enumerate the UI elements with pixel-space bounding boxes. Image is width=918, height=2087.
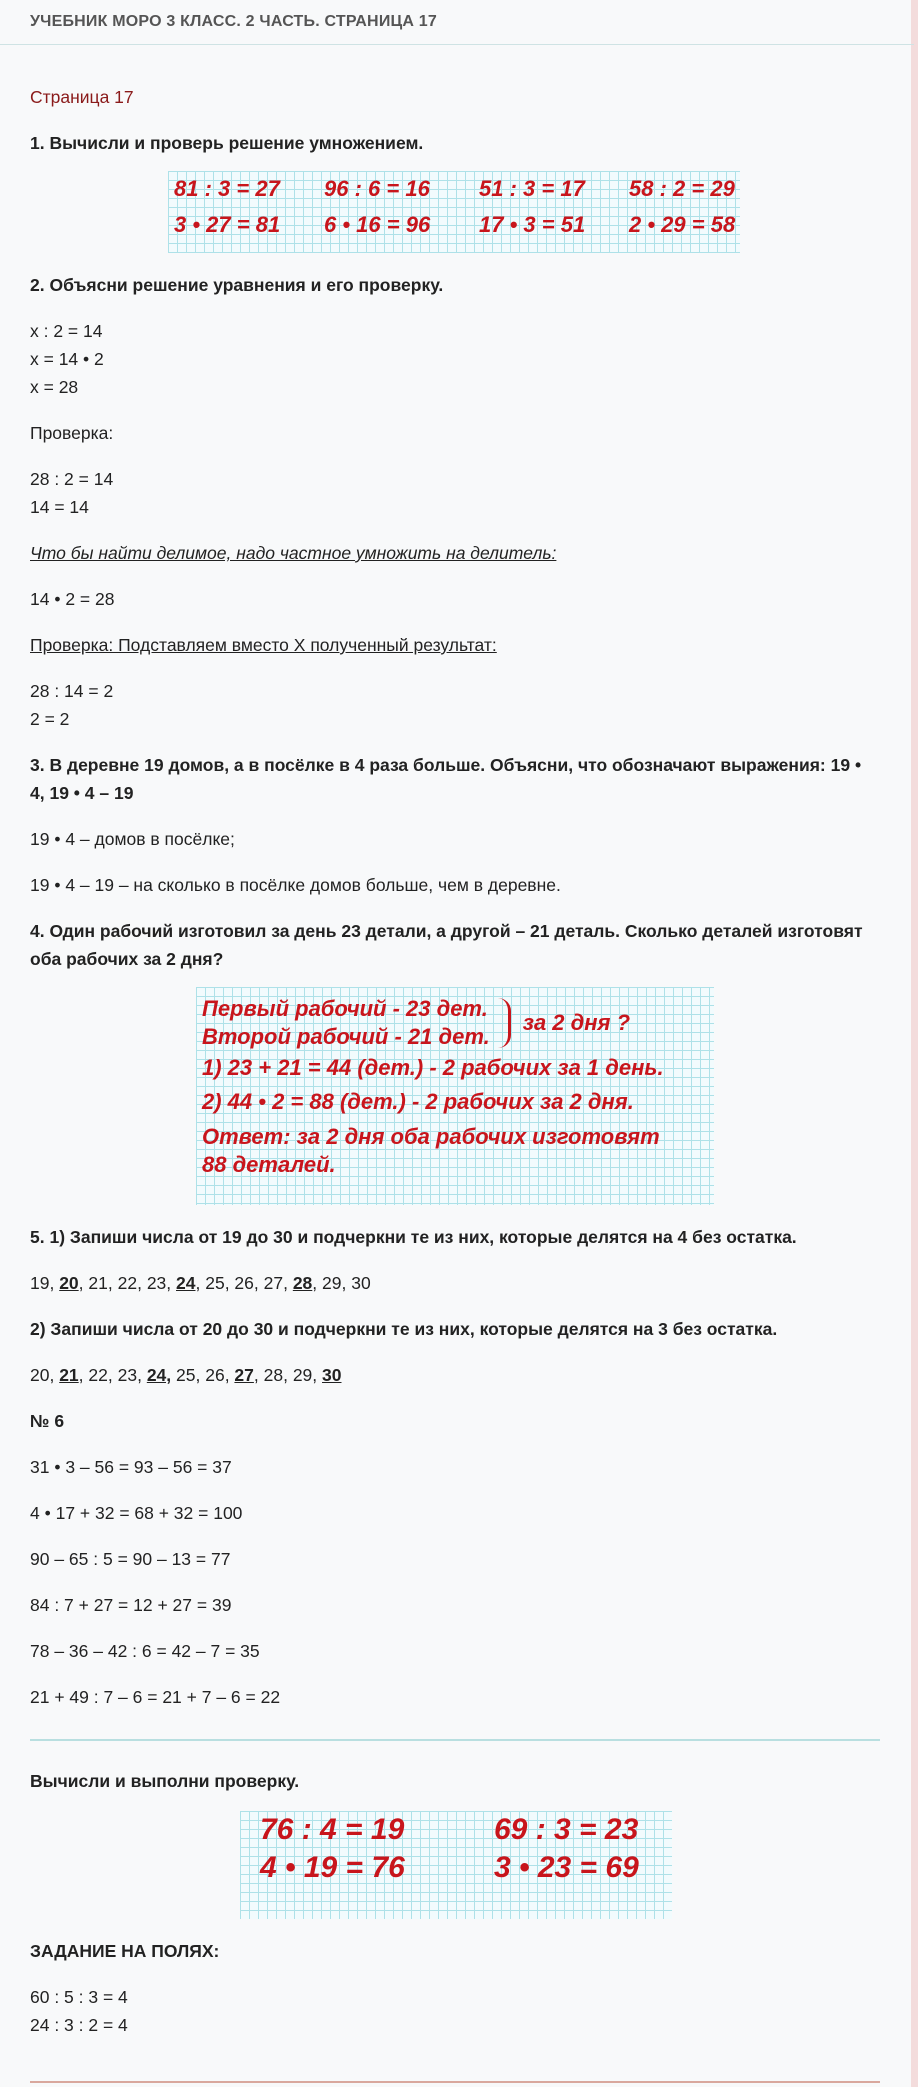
task1-expr: 96 : 6 = 16 (324, 176, 430, 201)
task6-line: 21 + 49 : 7 – 6 = 21 + 7 – 6 = 22 (30, 1687, 281, 1707)
top-bar (0, 0, 914, 45)
task1-check: 6 • 16 = 96 (324, 212, 431, 237)
task2-rule: Что бы найти делимое, надо частное умножить на делитель: (30, 543, 557, 563)
number-item: 20 (59, 1273, 79, 1293)
number-item: 30 (322, 1365, 342, 1385)
task2-check2-label: Проверка: Подставляем вместо Х полученный результат: (30, 635, 497, 655)
task5-number-list-2: 20, 21, 22, 23, 24, 25, 26, 27, 28, 29, 30 (30, 1365, 342, 1385)
equation-line: x = 14 • 2 (30, 349, 104, 369)
check-line: 28 : 2 = 14 (30, 469, 114, 489)
extra-expr: 69 : 3 = 23 (494, 1813, 639, 1846)
article-content (30, 83, 880, 2039)
number-item: 26 (234, 1273, 254, 1293)
page-label: Страница 17 (30, 87, 134, 107)
number-item: 27 (234, 1365, 254, 1385)
equation-line: x = 28 (30, 377, 79, 397)
task6-line: 90 – 65 : 5 = 90 – 13 = 77 (30, 1549, 231, 1569)
task1-question: 1. Вычисли и проверь решение умножением. (30, 133, 424, 153)
number-item: 21 (88, 1273, 108, 1293)
task2-rule-calc: 14 • 2 = 28 (30, 589, 115, 609)
task4-line: 1) 23 + 21 = 44 (дет.) - 2 рабочих за 1 день. (202, 1055, 664, 1080)
task2-check-label: Проверка: (30, 423, 114, 443)
task1-check: 3 • 27 = 81 (174, 212, 281, 237)
task1-check: 2 • 29 = 58 (629, 212, 736, 237)
curly-brace-icon (498, 998, 511, 1048)
task6-line: 31 • 3 – 56 = 93 – 56 = 37 (30, 1457, 232, 1477)
margin-task-line: 24 : 3 : 2 = 4 (30, 2015, 128, 2035)
task4-question: 4. Один рабочий изготовил за день 23 детали, а другой – 21 деталь. Сколько деталей изготовят оба рабочих за 2 дня? (30, 921, 863, 969)
task2-question: 2. Объясни решение уравнения и его проверку. (30, 275, 444, 295)
task4-line: Первый рабочий - 23 дет. (202, 996, 488, 1021)
task5-number-list-1: 19, 20, 21, 22, 23, 24, 25, 26, 27, 28, 29, 30 (30, 1273, 371, 1293)
number-item: 23 (146, 1273, 167, 1293)
equation-line: x : 2 = 14 (30, 321, 103, 341)
task1-expr: 81 : 3 = 27 (174, 176, 280, 201)
footer-divider (30, 2081, 880, 2083)
extra-row-check (240, 1849, 672, 1887)
number-item: 24 (176, 1273, 196, 1293)
task3-question: 3. В деревне 19 домов, а в посёлке в 4 раза больше. Объясни, что обозначают выражения: 19 • 4, 19 • 4 – 19 (30, 755, 862, 803)
extra-task-solution-image (240, 1811, 672, 1919)
section-divider (30, 1739, 880, 1741)
extra-task-title: Вычисли и выполни проверку. (30, 1771, 300, 1791)
task4-brace-text: за 2 дня ? (522, 1010, 631, 1035)
number-item: 27 (263, 1273, 284, 1293)
check-line: 2 = 2 (30, 709, 70, 729)
task6-title: № 6 (30, 1411, 65, 1431)
extra-check: 3 • 23 = 69 (494, 1851, 639, 1884)
number-item: 20 (30, 1365, 50, 1385)
check-line: 14 = 14 (30, 497, 89, 517)
number-item: 21 (59, 1365, 79, 1385)
number-item: 25 (176, 1365, 196, 1385)
task2-check2 (30, 677, 880, 733)
task1-row-division (168, 171, 740, 207)
margin-task-lines (30, 1983, 880, 2039)
task6-line: 84 : 7 + 27 = 12 + 27 = 39 (30, 1595, 232, 1615)
task5-question-1: 5. 1) Запиши числа от 19 до 30 и подчеркни те из них, которые делятся на 4 без остатка. (30, 1227, 797, 1247)
extra-check: 4 • 19 = 76 (260, 1851, 405, 1884)
number-item: 30 (351, 1273, 371, 1293)
margin-task-title: ЗАДАНИЕ НА ПОЛЯХ: (30, 1941, 220, 1961)
task4-answer (202, 1123, 714, 1179)
number-item: 23 (117, 1365, 138, 1385)
task4-line: Второй рабочий - 21 дет. (202, 1024, 490, 1049)
task4-condition (202, 995, 714, 1051)
task3-expr: 19 • 4 (30, 829, 76, 849)
number-item: 29 (322, 1273, 342, 1293)
number-item: 22 (88, 1365, 108, 1385)
number-item: 25 (205, 1273, 225, 1293)
task4-line: 88 деталей. (202, 1152, 336, 1177)
task6-line: 78 – 36 – 42 : 6 = 42 – 7 = 35 (30, 1641, 260, 1661)
task5-question-2: 2) Запиши числа от 20 до 30 и подчеркни те из них, которые делятся на 3 без остатка. (30, 1319, 778, 1339)
number-item: 24, (146, 1365, 172, 1385)
task2-equation (30, 317, 880, 401)
task4-solution-image (196, 987, 714, 1205)
task4-line: Ответ: за 2 дня оба рабочих изготовят (202, 1124, 660, 1149)
number-item: 29 (292, 1365, 313, 1385)
number-item: 22 (117, 1273, 138, 1293)
extra-row-division (240, 1811, 672, 1849)
task3-dash-text: – домов в посёлке; (75, 829, 235, 849)
task1-row-check (168, 207, 740, 243)
task1-expr: 58 : 2 = 29 (629, 176, 735, 201)
number-item: 28 (263, 1365, 284, 1385)
task3-answer-2: 19 • 4 – 19 – на сколько в посёлке домов больше, чем в деревне. (30, 875, 561, 895)
page-header-title: УЧЕБНИК МОРО 3 КЛАСС. 2 ЧАСТЬ. СТРАНИЦА 17 (30, 13, 438, 30)
task6-line: 4 • 17 + 32 = 68 + 32 = 100 (30, 1503, 243, 1523)
task1-expr: 51 : 3 = 17 (479, 176, 585, 201)
task1-check: 17 • 3 = 51 (479, 212, 586, 237)
extra-expr: 76 : 4 = 19 (260, 1813, 405, 1846)
check-line: 28 : 14 = 2 (30, 681, 114, 701)
task3-answer-1 (30, 825, 880, 853)
task4-line: 2) 44 • 2 = 88 (дет.) - 2 рабочих за 2 дня. (202, 1089, 634, 1114)
task1-solution-image (168, 171, 740, 253)
task2-check (30, 465, 880, 521)
number-item: 19 (30, 1273, 50, 1293)
number-item: 26 (205, 1365, 225, 1385)
margin-task-line: 60 : 5 : 3 = 4 (30, 1987, 128, 2007)
number-item: 28 (292, 1273, 313, 1293)
